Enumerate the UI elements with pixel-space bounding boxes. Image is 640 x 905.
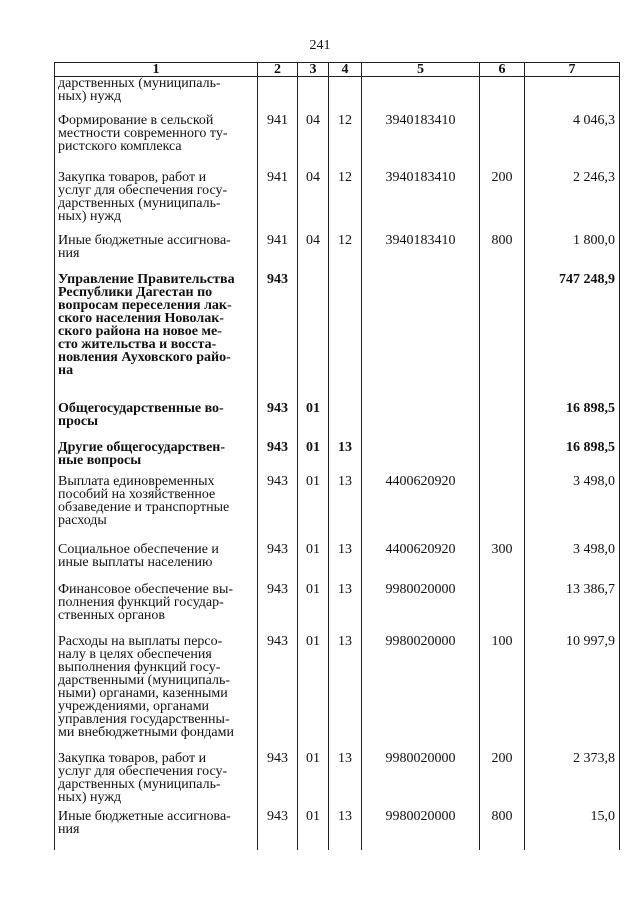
row-section-cell [298, 273, 329, 402]
row-code-cell: 943 [258, 441, 298, 475]
row-subsection-cell [329, 402, 362, 441]
row-name-cell: Закупка товаров, работ и услуг для обеспечения госу- дарственных (муниципаль- ных) нужд [55, 752, 258, 810]
row-section-cell: 01 [298, 475, 329, 543]
row-section-cell: 04 [298, 171, 329, 234]
row-expense-type-cell: 800 [480, 234, 525, 273]
row-name-cell: Общегосударственные во- просы [55, 402, 258, 441]
table-row [55, 77, 620, 114]
row-target-article-cell: 9980020000 [362, 635, 480, 752]
row-target-article-cell: 3940183410 [362, 234, 480, 273]
row-expense-type-cell [480, 77, 525, 114]
row-section-cell: 01 [298, 583, 329, 635]
row-subsection-cell: 13 [329, 441, 362, 475]
row-subsection-cell: 13 [329, 475, 362, 543]
row-subsection-cell: 12 [329, 234, 362, 273]
table-row [55, 635, 620, 752]
row-target-article-cell: 4400620920 [362, 543, 480, 583]
row-amount-cell: 2 373,8 [525, 752, 620, 810]
row-code-cell: 943 [258, 583, 298, 635]
table-body [55, 77, 620, 850]
row-section-cell: 04 [298, 114, 329, 171]
table-row [55, 171, 620, 234]
table-row [55, 475, 620, 543]
row-code-cell: 943 [258, 635, 298, 752]
row-amount-cell: 1 800,0 [525, 234, 620, 273]
row-code-cell: 943 [258, 543, 298, 583]
row-target-article-cell: 4400620920 [362, 475, 480, 543]
row-subsection-cell: 13 [329, 752, 362, 810]
row-target-article-cell: 9980020000 [362, 752, 480, 810]
table-row [55, 583, 620, 635]
row-amount-cell: 13 386,7 [525, 583, 620, 635]
row-expense-type-cell: 100 [480, 635, 525, 752]
row-name-cell: Управление Правительства Республики Дагестан по вопросам переселения лак- ского населения Новолак- ского района на новое ме- сто жительства и восста- новления Ауховского райо- на [55, 273, 258, 402]
row-expense-type-cell: 800 [480, 810, 525, 850]
row-target-article-cell [362, 402, 480, 441]
row-subsection-cell: 13 [329, 635, 362, 752]
row-subsection-cell: 13 [329, 810, 362, 850]
row-subsection-cell: 13 [329, 543, 362, 583]
row-code-cell: 941 [258, 114, 298, 171]
row-target-article-cell: 3940183410 [362, 171, 480, 234]
row-section-cell: 01 [298, 402, 329, 441]
table-row [55, 273, 620, 402]
row-amount-cell: 10 997,9 [525, 635, 620, 752]
row-expense-type-cell: 300 [480, 543, 525, 583]
row-expense-type-cell [480, 583, 525, 635]
budget-table [54, 62, 620, 850]
row-target-article-cell [362, 441, 480, 475]
row-name-cell: Расходы на выплаты персо- налу в целях обеспечения выполнения функций госу- дарственными (муниципаль- ными) органами, казенными учреждениями, органами управления государственны- ми внебюджетными фондами [55, 635, 258, 752]
row-expense-type-cell [480, 114, 525, 171]
row-expense-type-cell: 200 [480, 171, 525, 234]
row-target-article-cell [362, 273, 480, 402]
row-expense-type-cell [480, 402, 525, 441]
row-name-cell: Выплата единовременных пособий на хозяйственное обзаведение и транспортные расходы [55, 475, 258, 543]
row-code-cell: 941 [258, 234, 298, 273]
row-target-article-cell: 3940183410 [362, 114, 480, 171]
table-row [55, 402, 620, 441]
col-header-5: 5 [362, 63, 480, 77]
col-header-6: 6 [480, 63, 525, 77]
row-code-cell: 941 [258, 171, 298, 234]
row-section-cell: 01 [298, 810, 329, 850]
row-subsection-cell [329, 77, 362, 114]
row-section-cell: 04 [298, 234, 329, 273]
table-row [55, 114, 620, 171]
row-code-cell: 943 [258, 402, 298, 441]
row-expense-type-cell [480, 475, 525, 543]
row-target-article-cell [362, 77, 480, 114]
row-section-cell: 01 [298, 752, 329, 810]
row-code-cell: 943 [258, 752, 298, 810]
row-name-cell: Иные бюджетные ассигнова- ния [55, 810, 258, 850]
row-name-cell: дарственных (муниципаль- ных) нужд [55, 77, 258, 114]
row-name-cell: Социальное обеспечение и иные выплаты населению [55, 543, 258, 583]
row-code-cell: 943 [258, 810, 298, 850]
table-row [55, 441, 620, 475]
row-amount-cell: 2 246,3 [525, 171, 620, 234]
row-name-cell: Иные бюджетные ассигнова- ния [55, 234, 258, 273]
col-header-7: 7 [525, 63, 620, 77]
row-subsection-cell: 12 [329, 114, 362, 171]
row-section-cell: 01 [298, 441, 329, 475]
row-section-cell: 01 [298, 543, 329, 583]
row-section-cell [298, 77, 329, 114]
row-name-cell: Финансовое обеспечение вы- полнения функций государ- ственных органов [55, 583, 258, 635]
page-number: 241 [309, 38, 331, 53]
col-header-3: 3 [298, 63, 329, 77]
row-subsection-cell: 12 [329, 171, 362, 234]
row-subsection-cell [329, 273, 362, 402]
row-target-article-cell: 9980020000 [362, 810, 480, 850]
row-amount-cell: 15,0 [525, 810, 620, 850]
row-amount-cell: 747 248,9 [525, 273, 620, 402]
row-code-cell: 943 [258, 475, 298, 543]
row-amount-cell: 4 046,3 [525, 114, 620, 171]
row-amount-cell: 3 498,0 [525, 475, 620, 543]
row-subsection-cell: 13 [329, 583, 362, 635]
row-target-article-cell: 9980020000 [362, 583, 480, 635]
row-name-cell: Закупка товаров, работ и услуг для обеспечения госу- дарственных (муниципаль- ных) нужд [55, 171, 258, 234]
row-expense-type-cell: 200 [480, 752, 525, 810]
row-name-cell: Формирование в сельской местности современного ту- ристского комплекса [55, 114, 258, 171]
col-header-2: 2 [258, 63, 298, 77]
row-name-cell: Другие общегосударствен- ные вопросы [55, 441, 258, 475]
row-code-cell: 943 [258, 273, 298, 402]
table-row [55, 234, 620, 273]
col-header-1: 1 [55, 63, 258, 77]
table-header-row [55, 63, 620, 77]
row-section-cell: 01 [298, 635, 329, 752]
row-expense-type-cell [480, 273, 525, 402]
row-amount-cell: 3 498,0 [525, 543, 620, 583]
table-row [55, 752, 620, 810]
table-row [55, 543, 620, 583]
table-row [55, 810, 620, 850]
row-code-cell [258, 77, 298, 114]
row-amount-cell: 16 898,5 [525, 402, 620, 441]
col-header-4: 4 [329, 63, 362, 77]
row-amount-cell: 16 898,5 [525, 441, 620, 475]
row-expense-type-cell [480, 441, 525, 475]
row-amount-cell [525, 77, 620, 114]
